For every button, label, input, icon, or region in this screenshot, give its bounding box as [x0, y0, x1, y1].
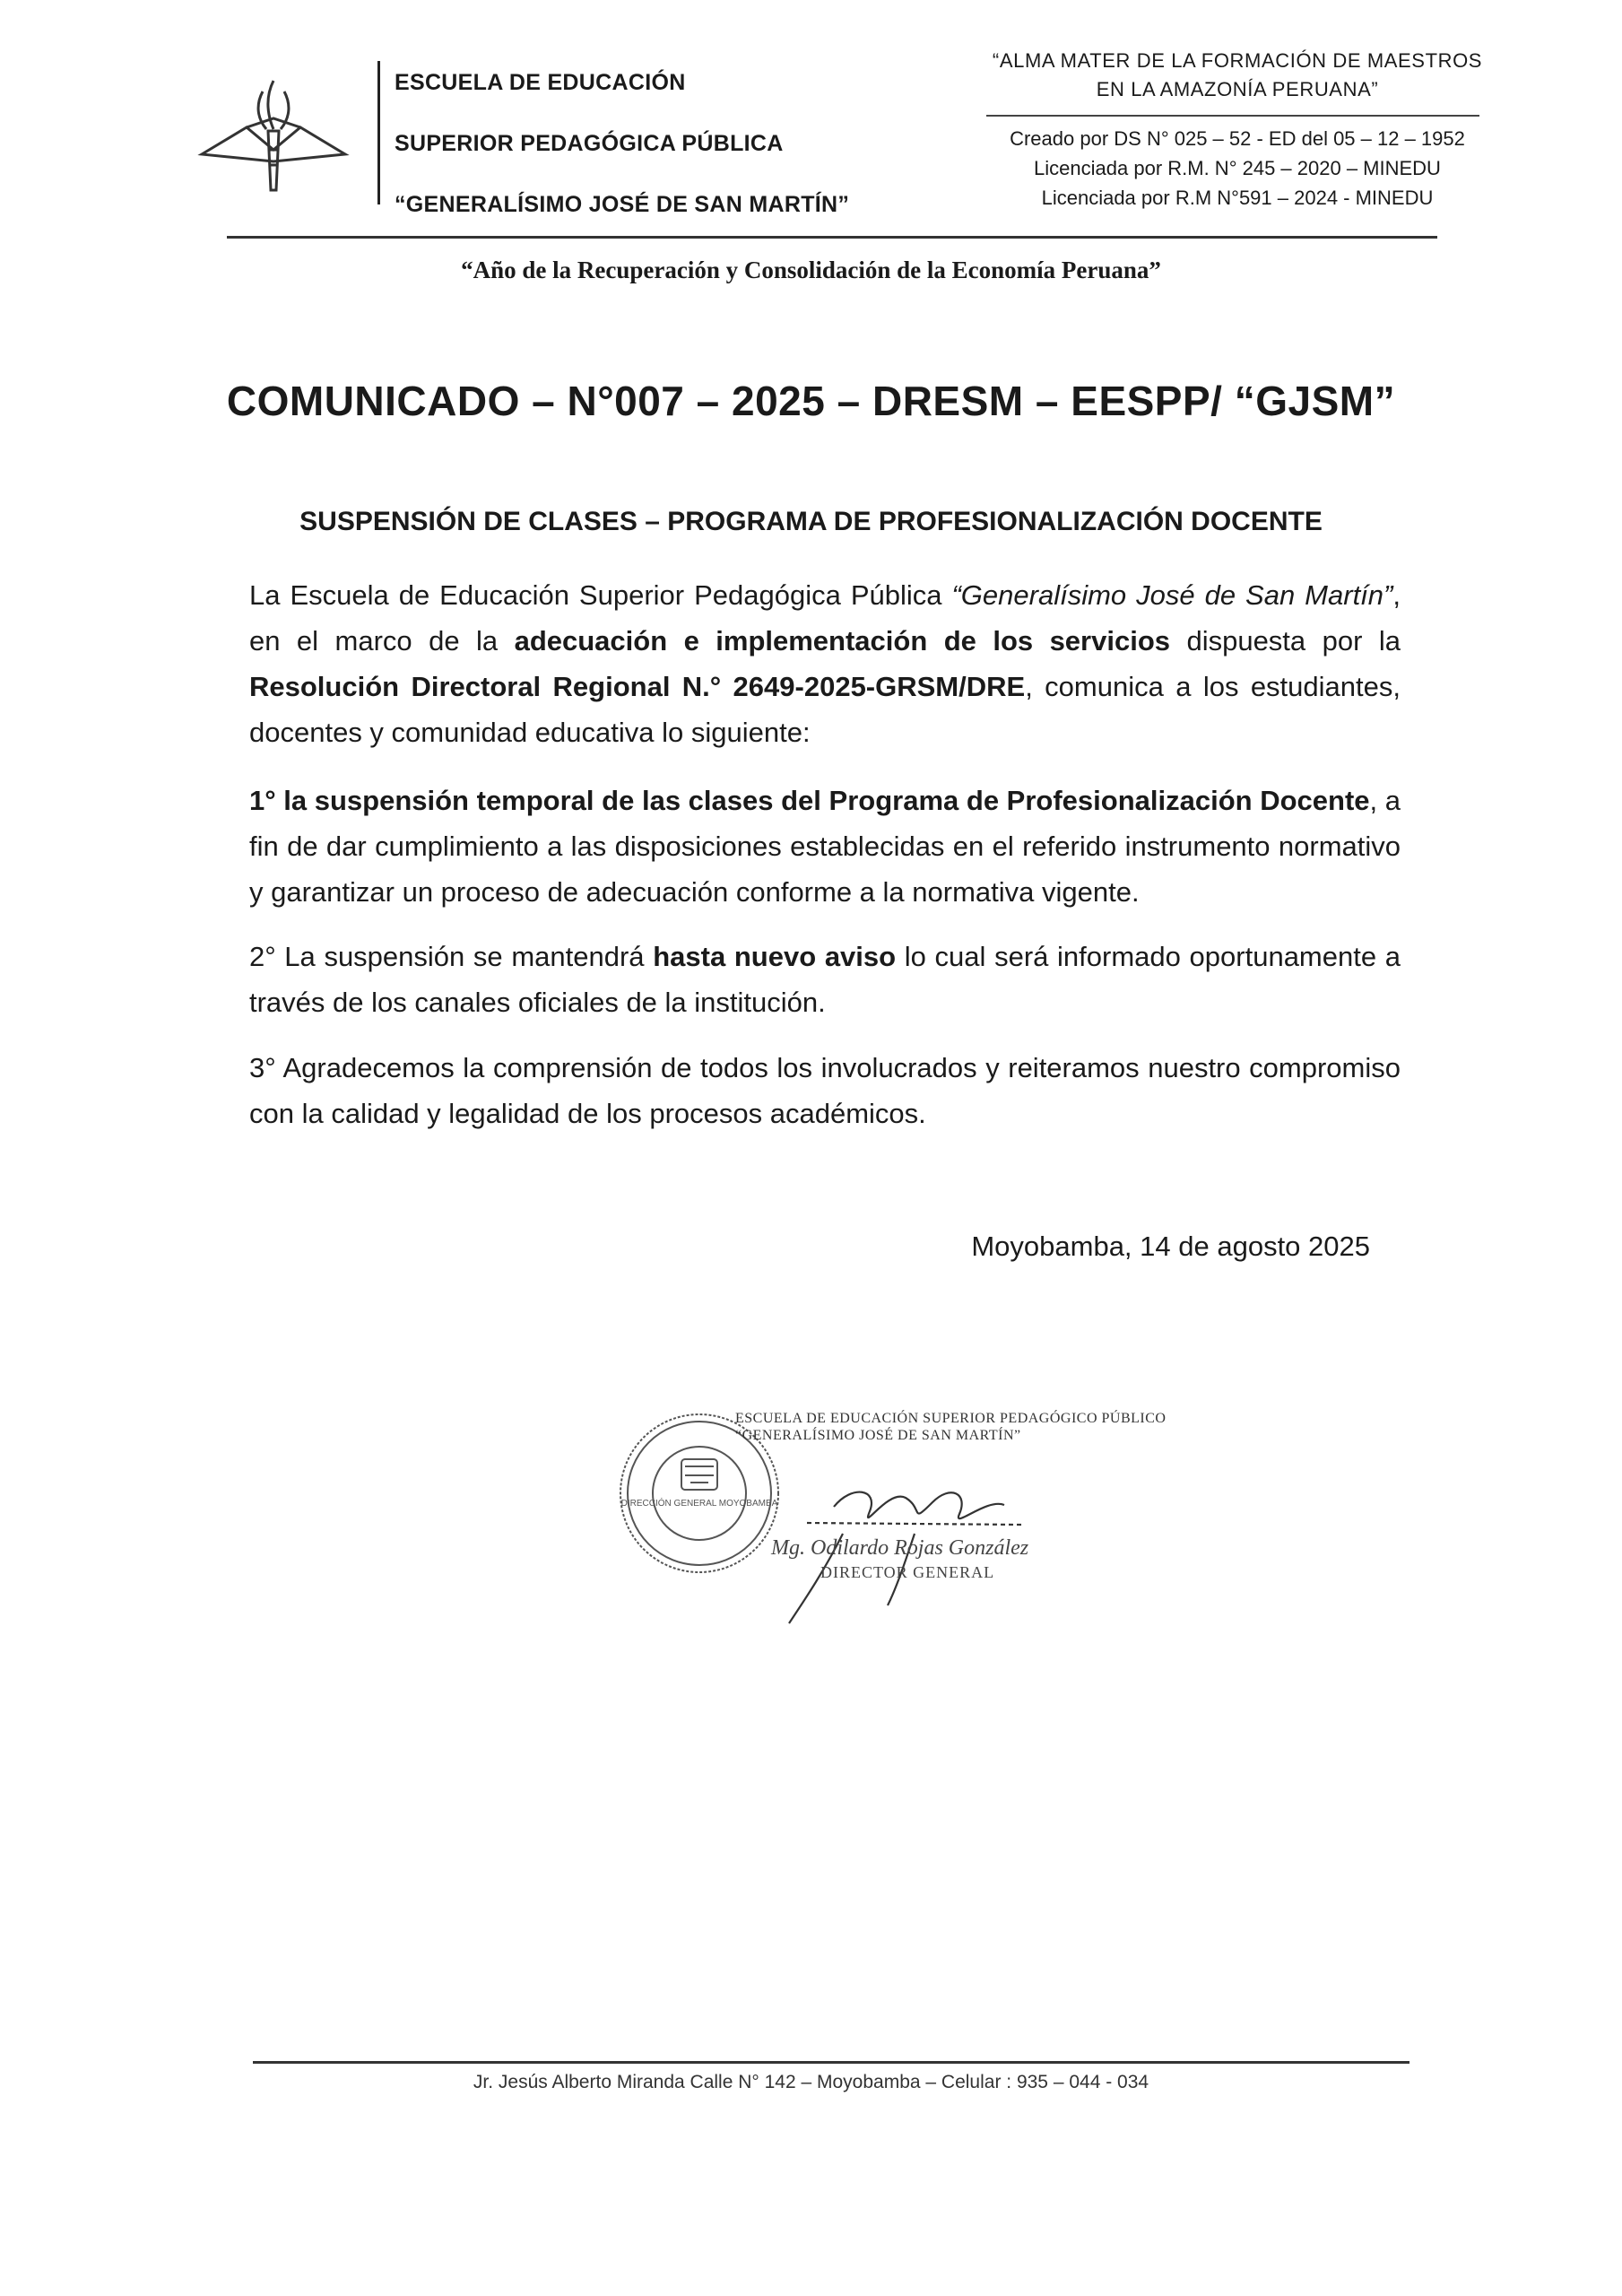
- footer-rule: [253, 2061, 1409, 2064]
- point-1-emphasis: 1° la suspensión temporal de las clases del Programa de Profesionalización Docente: [249, 785, 1370, 816]
- intro-text: , comunica a los estudiantes, docentes y comunidad educativa lo siguiente:: [249, 671, 1401, 748]
- document-date: Moyobamba, 14 de agosto 2025: [971, 1231, 1370, 1262]
- intro-text: dispuesta por la: [1170, 625, 1401, 657]
- point-2-text: 2° La suspensión se mantendrá: [249, 941, 654, 972]
- intro-emphasis: adecuación e implementación de los servicios: [514, 625, 1171, 657]
- resolution-reference: Resolución Directoral Regional N.° 2649-2025-GRSM/DRE: [249, 671, 1026, 702]
- legal-line-1: Creado por DS N° 025 – 52 - ED del 05 – 12 – 1952: [1010, 127, 1465, 150]
- school-line-2: SUPERIOR PEDAGÓGICA PÚBLICA: [395, 131, 784, 156]
- point-2-emphasis: hasta nuevo aviso: [653, 941, 897, 972]
- legal-line-2: Licenciada por R.M. N° 245 – 2020 – MINEDU: [1034, 157, 1441, 179]
- institution-name: “Generalísimo José de San Martín”: [951, 579, 1393, 611]
- seal-label: DIRECCIÓN GENERAL MOYOBAMBA: [620, 1499, 778, 1509]
- stamp-line-2: “GENERALÍSIMO JOSÉ DE SAN MARTÍN”: [735, 1428, 1021, 1443]
- motto-line-2: EN LA AMAZONÍA PERUANA”: [1096, 78, 1379, 100]
- document-title: COMUNICADO – N°007 – 2025 – DRESM – EESPP/ “GJSM”: [226, 378, 1396, 424]
- header-rule: [227, 236, 1437, 239]
- institution-motto: [986, 47, 1488, 104]
- torch-book-logo-icon: [193, 65, 354, 208]
- document-subtitle: SUSPENSIÓN DE CLASES – PROGRAMA DE PROFESIONALIZACIÓN DOCENTE: [299, 507, 1323, 536]
- point-2: [249, 934, 1401, 1025]
- signatory-role: DIRECTOR GENERAL: [820, 1563, 995, 1581]
- motto-underline: [986, 115, 1479, 117]
- legal-line-3: Licenciada por R.M N°591 – 2024 - MINEDU: [1041, 187, 1434, 209]
- signature-stamp: [735, 1410, 1166, 1444]
- header-divider: [377, 61, 380, 204]
- point-3-text: 3° Agradecemos la comprensión de todos los involucrados y reiteramos nuestro compromiso con la calidad y legalidad de los procesos académicos.: [249, 1052, 1401, 1129]
- point-1: [249, 778, 1401, 915]
- point-3: [249, 1045, 1401, 1136]
- legal-info: [986, 124, 1488, 213]
- motto-line-1: “ALMA MATER DE LA FORMACIÓN DE MAESTROS: [992, 49, 1483, 72]
- footer-address: Jr. Jesús Alberto Miranda Calle N° 142 – Moyobamba – Celular : 935 – 044 - 034: [473, 2072, 1149, 2092]
- year-name: “Año de la Recuperación y Consolidación de la Economía Peruana”: [461, 257, 1161, 283]
- point-1-text: , a fin de dar cumplimiento a las disposiciones establecidas en el referido instrumento normativo y garantizar un proceso de adecuación conforme a la normativa vigente.: [249, 785, 1401, 908]
- school-name: [395, 52, 849, 235]
- school-line-3: “GENERALÍSIMO JOSÉ DE SAN MARTÍN”: [395, 192, 850, 217]
- point-2-text: lo cual será informado oportunamente a través de los canales oficiales de la institución.: [249, 941, 1401, 1018]
- intro-text: La Escuela de Educación Superior Pedagógica Pública: [249, 579, 952, 611]
- signatory-name: Mg. Odilardo Rojas González: [771, 1536, 1029, 1560]
- intro-text: , en el marco de la: [249, 579, 1401, 657]
- intro-paragraph: [249, 572, 1401, 755]
- school-line-1: ESCUELA DE EDUCACIÓN: [395, 70, 686, 95]
- stamp-line-1: ESCUELA DE EDUCACIÓN SUPERIOR PEDAGÓGICO PÚBLICO: [735, 1411, 1167, 1426]
